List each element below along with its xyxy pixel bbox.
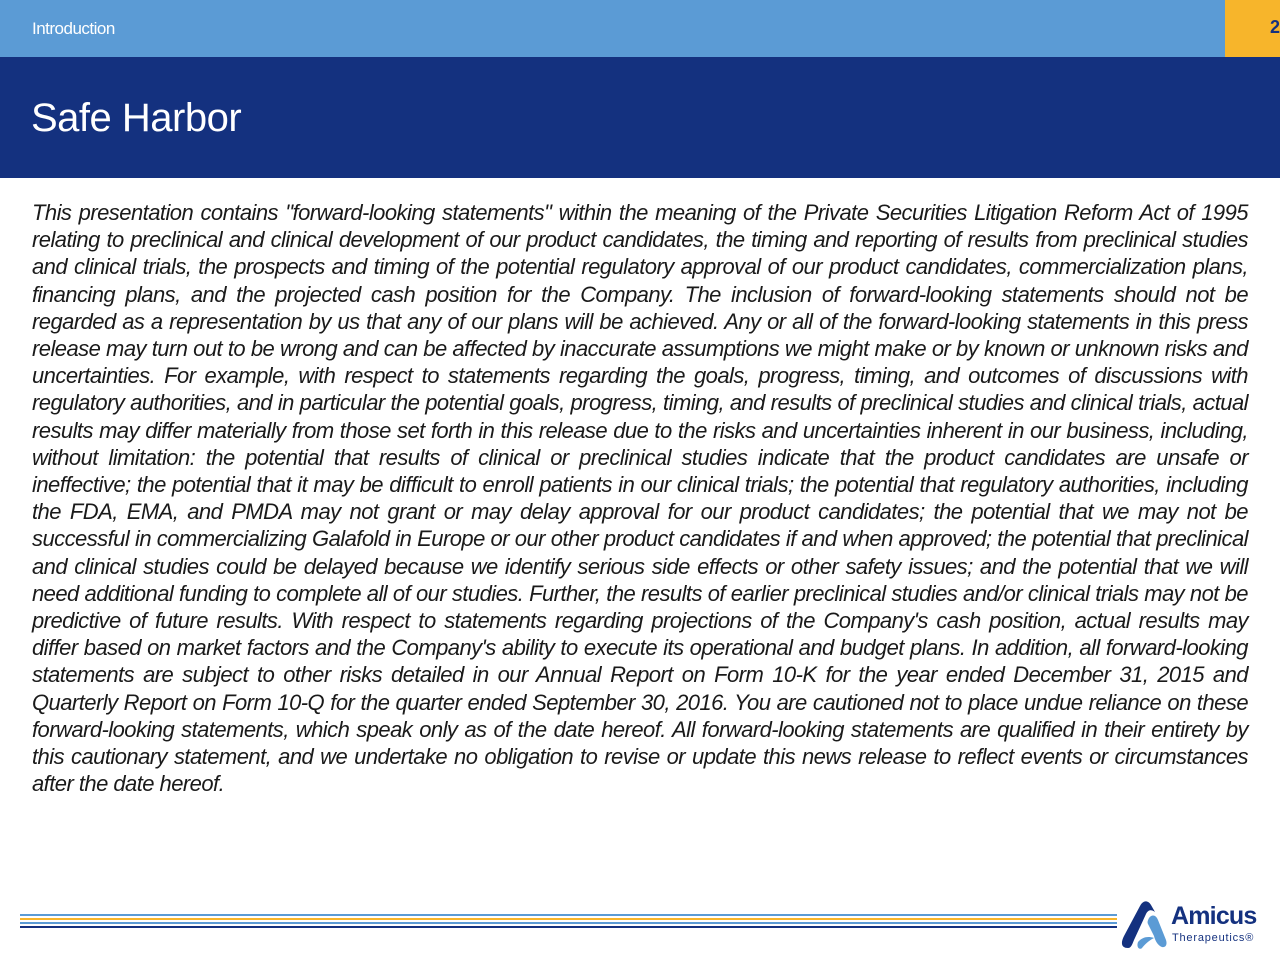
footer-rule-blue-lower [20,922,1117,924]
logo-subtitle: Therapeutics® [1172,932,1255,944]
page-title: Safe Harbor [31,96,242,140]
amicus-mark-icon [1118,896,1170,952]
footer-rule-blue [20,914,1117,916]
safe-harbor-text: This presentation contains "forward-looking statements" within the meaning of the Private Securities Litigation Reform Act of 1995 relating to preclinical and clinical development of our product candidates, the timing and reporting of results from preclinical studies and clinical trials, the prospects and timing of the potential regulatory approval of our product candidates, commercialization plans, financing plans, and the projected cash position for the Company. The inclusion of forward-looking statements should not be regarded as a representation by us that any of our plans will be achieved. Any or all of the forward-looking statements in this press release may turn out to be wrong and can be affected by inaccurate assumptions we might make or by known or unknown risks and uncertainties. For example, with respect to statements regarding the goals, progress, timing, and outcomes of discussions with regulatory authorities, and in particular the potential goals, progress, timing, and results of preclinical studies and clinical trials, actual results may differ materially from those set forth in this release due to the risks and uncertainties inherent in our business, including, without limitation: the potential that results of clinical or preclinical studies indicate that the product candidates are unsafe or ineffective; the potential that it may be difficult to enroll patients in our clinical trials; the potential that regulatory authorities, including the FDA, EMA, and PMDA may not grant or may delay approval for our product candidates; the potential that we may not be successful in commercializing Galafold in Europe or our other product candidates if and when approved; the potential that preclinical and clinical studies could be delayed because we identify serious side effects or other safety issues; and the potential that we will need additional funding to complete all of our studies. Further, the results of earlier preclinical studies and/or clinical trials may not be predictive of future results. With respect to statements regarding projections of the Company's cash position, actual results may differ based on market factors and the Company's ability to execute its operational and budget plans. In addition, all forward-looking statements are subject to other risks detailed in our Annual Report on Form 10-K for the year ended December 31, 2015 and Quarterly Report on Form 10-Q for the quarter ended September 30, 2016. You are cautioned not to place undue reliance on these forward-looking statements, which speak only as of the date hereof. All forward-looking statements are qualified in their entirety by this cautionary statement, and we undertake no obligation to revise or update this news release to reflect events or circumstances after the date hereof. [32,200,1248,797]
page-number-box [1225,0,1280,57]
section-label: Introduction [32,19,115,38]
header-bar [0,0,1280,57]
logo-wordmark: Amicus [1171,902,1257,930]
footer-rule-navy [20,926,1117,928]
amicus-logo [1118,896,1268,952]
page-number: 2 [1269,17,1280,37]
footer-rule-gold [20,918,1117,920]
